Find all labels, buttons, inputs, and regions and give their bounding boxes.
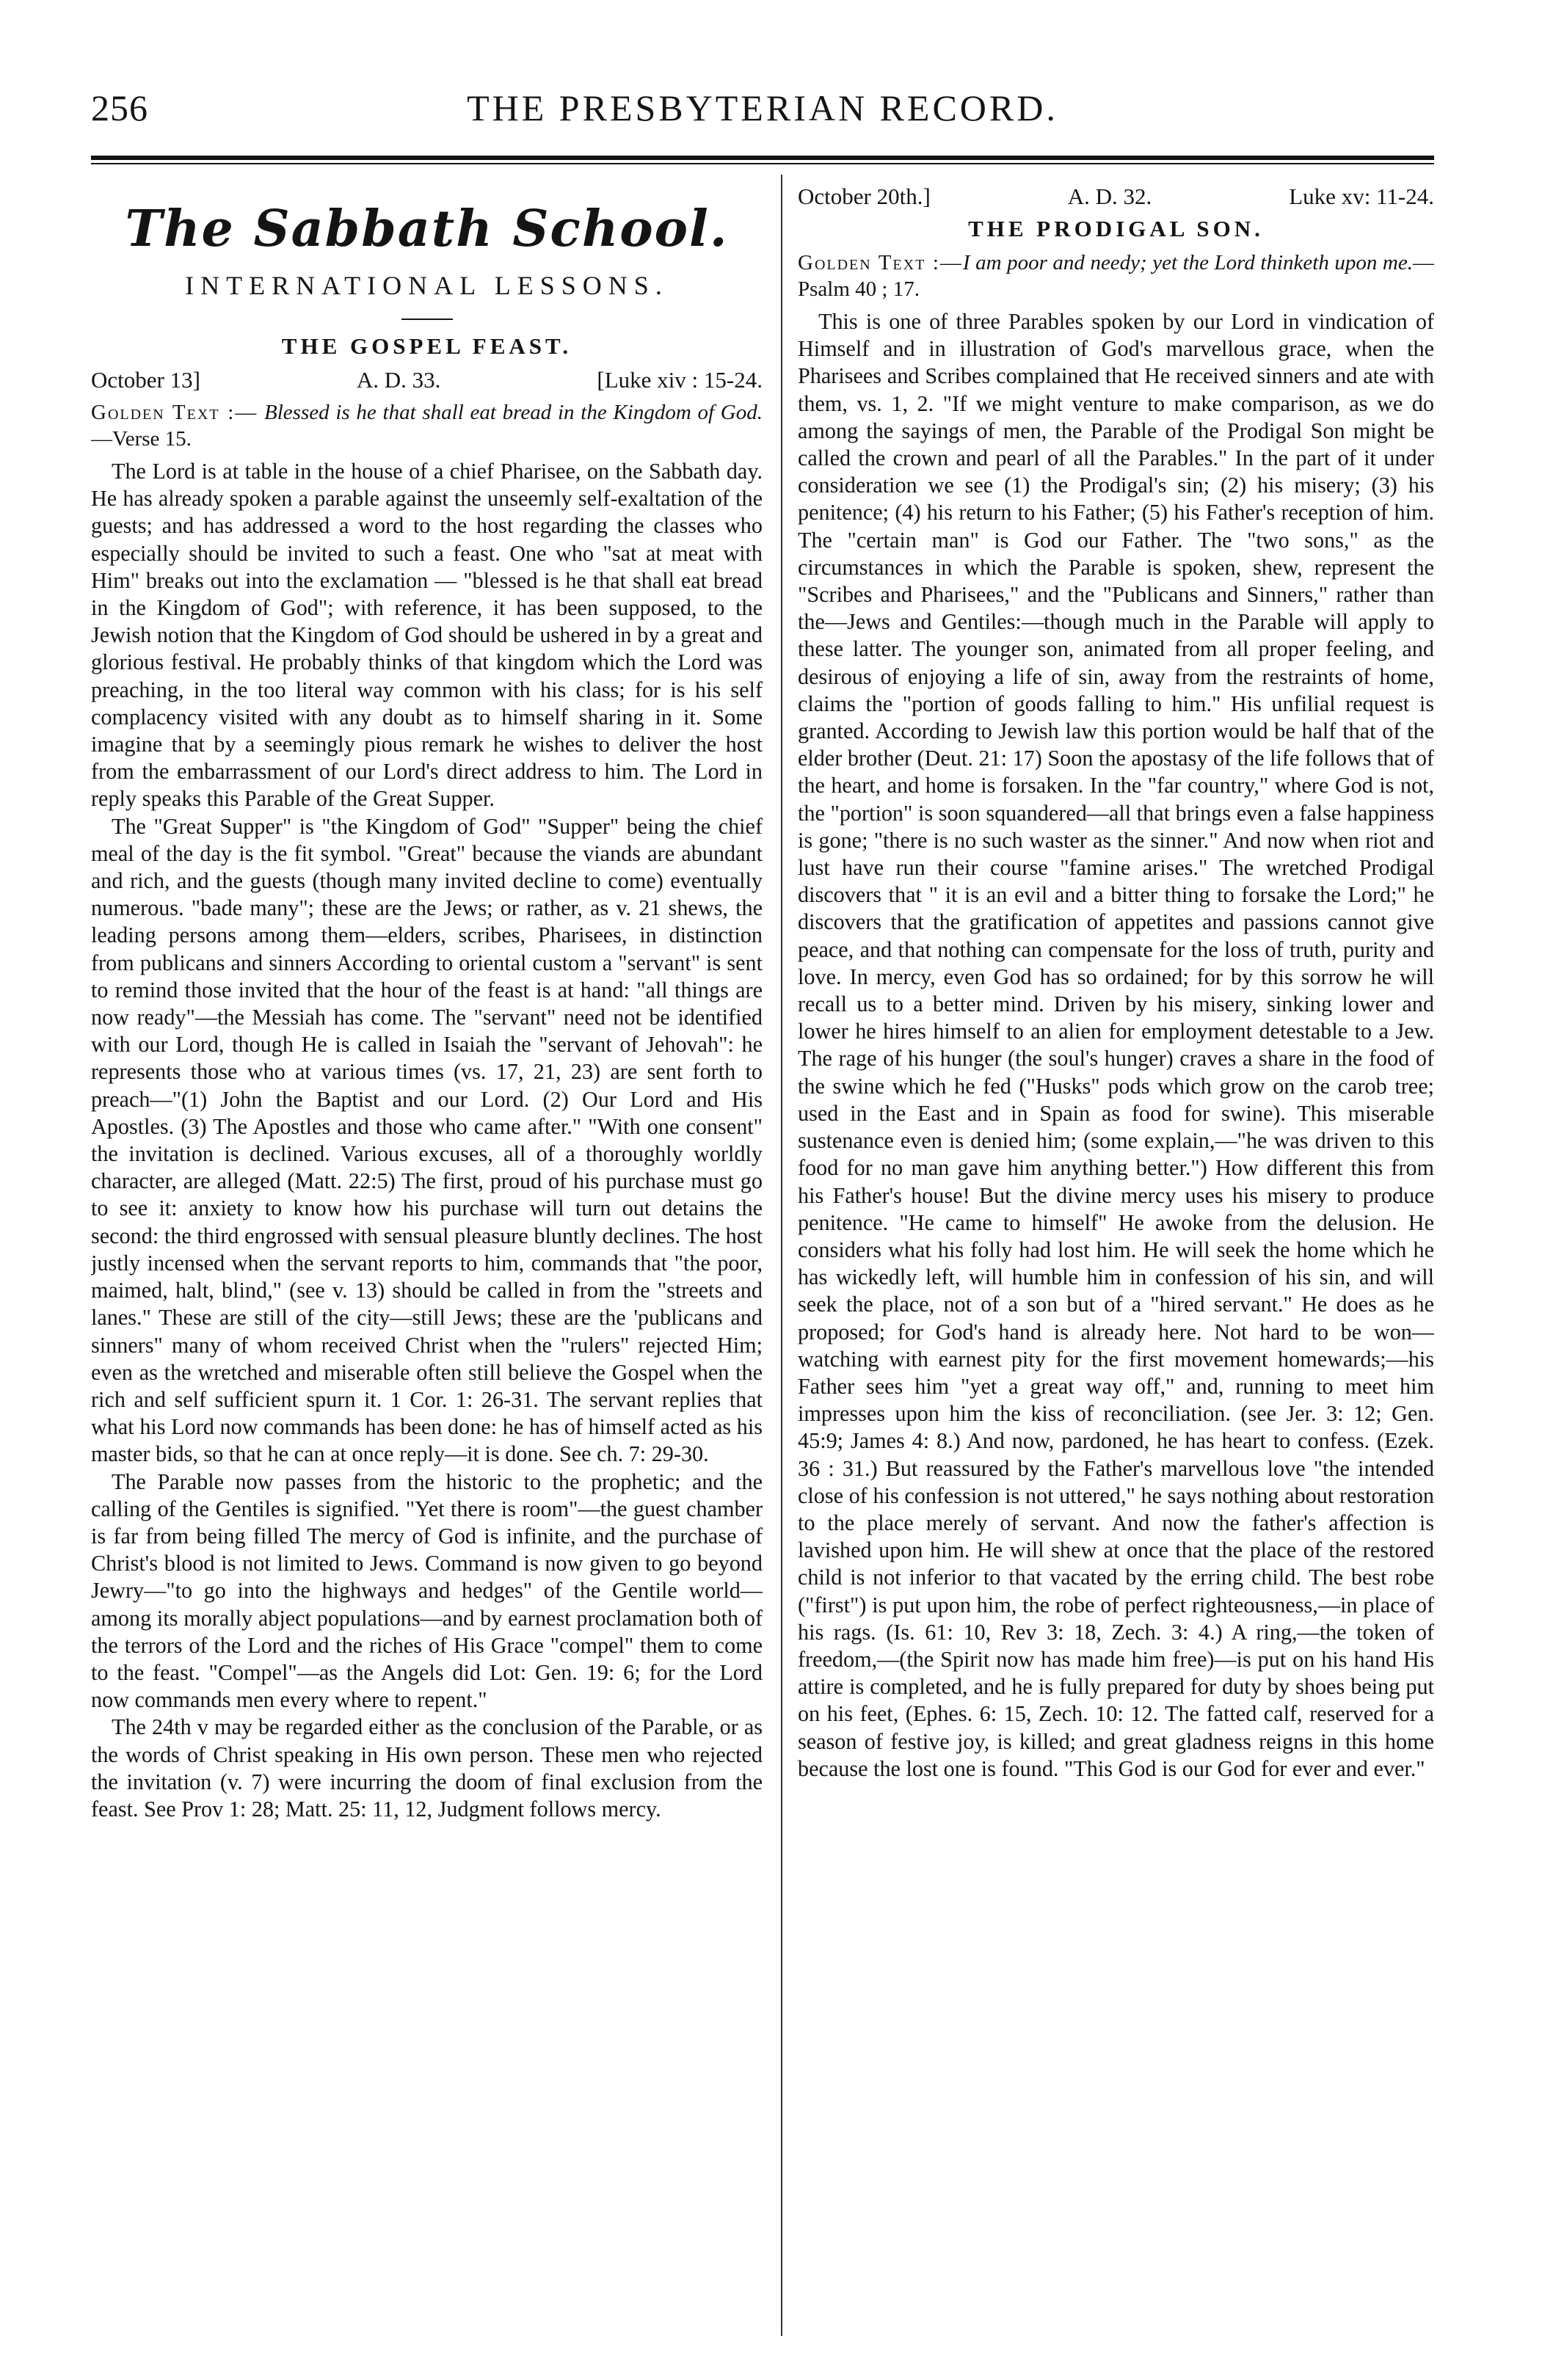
running-head: THE PRESBYTERIAN RECORD. (467, 87, 1058, 128)
paragraph: The "Great Supper" is "the Kingdom of God" "Supper" being the chief meal of the day is the fit symbol. "Great" because the viands are abundant and rich, and the guests (though many invited decline to come) eventually numerous. "bade many"; these are the Jews; or rather, as v. 21 shews, the leading persons among them—elders, scribes, Pharisees, in distinction from publicans and sinners According to oriental custom a "servant" is sent to remind those invited that the hour of the feast is at hand: "all things are now ready"—the Messiah has come. The "servant" need not be identified with our Lord, though He is called in Isaiah the "servant of Jehovah": he represents those who at various times (vs. 17, 21, 23) are sent forth to preach—"(1) John the Baptist and our Lord. (2) Our Lord and His Apostles. (3) The Apostles and those who came after." "With one consent" the invitation is declined. Various excuses, all of a thoroughly worldly character, are alleged (Matt. 22:5) The first, proud of his purchase must go to see it: anxiety to know how his purchase will turn out detains the second: the third engrossed with sensual pleasure bluntly declines. The host justly incensed when the servant reports to him, commands that "the poor, maimed, halt, blind," (see v. 13) should be called in from the "streets and lanes." These are still of the city—still Jews; these are the 'publicans and sinners" many of whom received Christ when the "rulers" rejected Him; even as the wretched and miserable often still believe the Gospel when the rich and self sufficient spurn it. 1 Cor. 1: 26-31. The servant replies that what his Lord now commands has been done: he has of himself acted as his master bids, so that he can at once reply—it is done. See ch. 7: 29-30. (91, 813, 763, 1467)
lesson-meta (798, 183, 1434, 210)
right-column (798, 183, 1434, 2337)
paragraph: The Lord is at table in the house of a chief Pharisee, on the Sabbath day. He has already spoken a parable against the unseemly self-exaltation of the guests; and has addressed a word to the host regarding the classes who especially should be invited to such a feast. One who "sat at meat with Him" breaks out into the exclamation — "blessed is he that shall eat bread in the Kingdom of God"; with reference, it has been supposed, to the Jewish notion that the Kingdom of God should be ushered in by a great and glorious festival. He probably thinks of that kingdom which the Lord was preaching, in the too literal way common with his class; for is his self complacency visited with any doubt as to himself sharing in it. Some imagine that by a seemingly pious remark he wishes to deliver the host from the embarrassment of our Lord's direct address to him. The Lord in reply speaks this Parable of the Great Supper. (91, 459, 763, 812)
column-divider (781, 175, 782, 2336)
section-subtitle: INTERNATIONAL LESSONS. (185, 271, 669, 300)
page-header (91, 87, 1434, 131)
left-column (91, 183, 763, 2337)
lesson-reference: [Luke xiv : 15-24. (597, 367, 763, 393)
golden-text-quote: I am poor and needy; yet the Lord thinketh upon me. (962, 251, 1413, 274)
golden-text-ref: —Psalm 40 ; 17. (798, 251, 1434, 301)
golden-text (91, 399, 763, 452)
header-rule (91, 156, 1434, 160)
section-rule (401, 319, 453, 320)
lesson-title-prodigal-son: THE PRODIGAL SON. (968, 216, 1264, 241)
golden-text-label: Golden Text :— (91, 401, 258, 424)
header-rule-thin (91, 163, 1434, 164)
golden-text-label: Golden Text :— (798, 251, 963, 274)
golden-text-quote: Blessed is he that shall eat bread in the Kingdom of God. (264, 401, 763, 424)
lesson-title-gospel-feast: THE GOSPEL FEAST. (281, 333, 572, 359)
lesson-year: A. D. 33. (356, 367, 441, 393)
lesson-date: October 20th.] (798, 183, 931, 209)
paragraph: This is one of three Parables spoken by our Lord in vindication of Himself and in illustration of God's marvellous grace, when the Pharisees and Scribes complained that He received sinners and ate with them, vs. 1, 2. "If we might venture to make comparison, as we do among the sayings of men, the Parable of the Prodigal Son might be called the crown and pearl of all the Parables." In the part of it under consideration we see (1) the Prodigal's sin; (2) his misery; (3) his penitence; (4) his return to his Father; (5) his Father's reception of him. The "certain man" is God our Father. The "two sons," as the circumstances in which the Parable is spoken, shew, represent the "Scribes and Pharisees," and the "Publicans and Sinners," rather than the—Jews and Gentiles:—though much in the Parable will apply to these latter. The younger son, animated from all proper feeling, and desirous of enjoying a life of sin, away from the restraints of home, claims the "portion of goods falling to him." His unfilial request is granted. According to Jewish law this portion would be half that of the elder brother (Deut. 21: 17) Soon the apostasy of the life follows that of the heart, and home is forsaken. In the "far country," where God is not, the "portion" is soon squandered—all that brings even a false happiness is gone; "there is no such waster as the sinner." And now when riot and lust have run their course "famine arises." The wretched Prodigal discovers that " it is an evil and a bitter thing to forsake the Lord;" he discovers that the gratification of appetites and passions cannot give peace, and that nothing can compensate for the loss of truth, purity and love. In mercy, even God has so ordained; for by this sorrow he will recall us to a better mind. Driven by his misery, sinking lower and lower he hires himself to an alien for employment detestable to a Jew. The rage of his hunger (the soul's hunger) craves a share in the food of the swine which he fed ("Husks" pods which grow on the carob tree; used in the East and in Spain as food for swine). This miserable sustenance even is denied him; (some explain,—"he was driven to this food for no man gave him anything better.") How different this from his Father's house! But the divine mercy uses his misery to produce penitence. "He came to himself" He awoke from the delusion. He considers what his folly had lost him. He will seek the home which he has wickedly left, will humble him in confession of his sin, and will seek the place, not of a son but of a "hired servant." He does as he proposed; for God's hand is already here. Not hard to be won—watching with earnest pity for the first movement homewards;—his Father sees him "yet a great way off," and, running to meet him impresses upon him the kiss of reconciliation. (see Jer. 3: 12; Gen. 45:9; James 4: 8.) And now, pardoned, he has heart to confess. (Ezek. 36 : 31.) But reassured by the Father's marvellous love "the intended close of his confession is not uttered," he says nothing about restoration to the place merely of servant. And now the father's affection is lavished upon him. He will shew at once that the place of the restored child is not inferior to that vacated by the erring child. The best robe ("first") is put upon him, the robe of perfect righteousness,—in place of his rags. (Is. 61: 10, Rev 3: 18, Zech. 3: 4.) A ring,—the token of freedom,—(the Spirit now has made him free)—is put on his hand His attire is completed, and he is fully prepared for duty by shoes being put on his feet, (Ephes. 6: 15, Zech. 10: 12. The fatted calf, reserved for a season of festive joy, is killed; and great gladness reigns in this home because the lost one is found. "This God is our God for ever and ever." (798, 309, 1434, 1781)
page-number: 256 (91, 87, 148, 128)
lesson-year: A. D. 32. (1067, 183, 1152, 209)
lesson-meta (91, 367, 763, 393)
golden-text-ref: —Verse 15. (91, 427, 192, 451)
paragraph: The Parable now passes from the historic to the prophetic; and the calling of the Gentiles is signified. "Yet there is room"—the guest chamber is far from being filled The mercy of God is infinite, and the purchase of Christ's blood is not limited to Jews. Command is now given to go beyond Jewry—"to go into the highways and hedges" of the Gentile world—among its morally abject populations—and by earnest proclamation both of the terrors of the Lord and the riches of His Grace "compel" them to come to the feast. "Compel"—as the Angels did Lot: Gen. 19: 6; for the Lord now commands men every where to repent." (91, 1469, 763, 1713)
lesson-date: October 13] (91, 367, 200, 393)
paragraph: The 24th v may be regarded either as the conclusion of the Parable, or as the words of Christ speaking in His own person. These men who rejected the invitation (v. 7) were incurring the doom of final exclusion from the feast. See Prov 1: 28; Matt. 25: 11, 12, Judgment follows mercy. (91, 1714, 763, 1822)
golden-text (798, 250, 1434, 302)
lesson-reference: Luke xv: 11-24. (1289, 183, 1434, 209)
section-title: The Sabbath School. (125, 200, 729, 258)
